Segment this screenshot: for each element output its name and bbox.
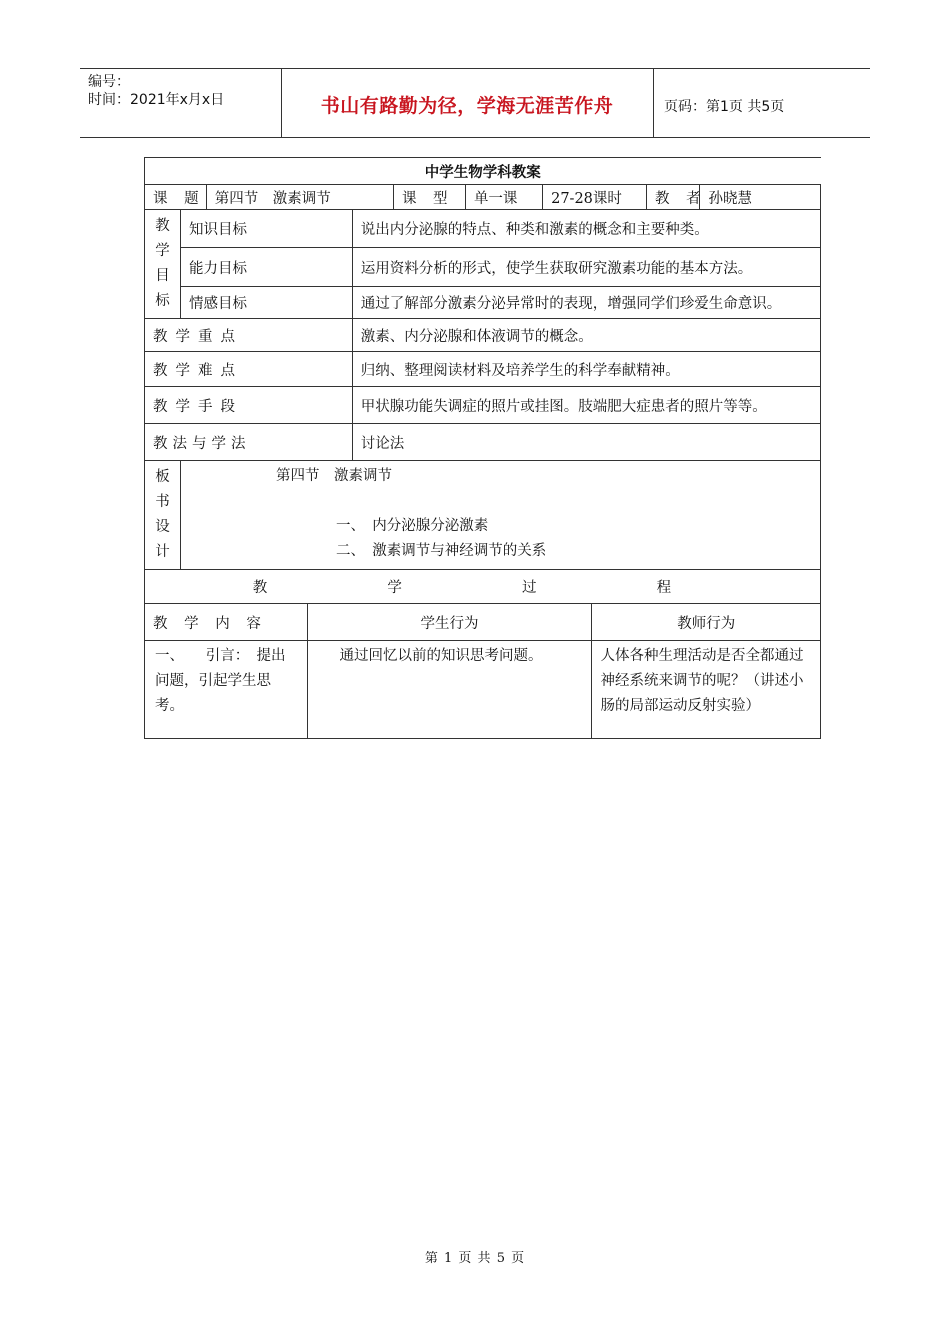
goal-text-knowledge: 说出内分泌腺的特点、种类和激素的概念和主要种类。 (352, 210, 820, 248)
board-row (145, 461, 821, 570)
process-char: 教 (252, 580, 268, 596)
board-content (181, 461, 821, 570)
process-row-1 (145, 641, 821, 739)
goal-text-ability: 运用资料分析的形式，使学生获取研究激素功能的基本方法。 (352, 248, 820, 286)
col-teacher-header: 教师行为 (592, 604, 821, 641)
row1-teacher: 人体各种生理活动是否全都通过神经系统来调节的呢？（讲述小肠的局部运动反射实验） (592, 641, 821, 739)
topic-value: 第四节 激素调节 (206, 185, 393, 210)
key-point-label: 教学重点 (145, 319, 353, 352)
header-divider (653, 69, 654, 137)
board-item-2: 二、 激素调节与神经调节的关系 (336, 543, 547, 559)
process-columns-row (145, 604, 821, 641)
process-char: 过 (521, 580, 537, 596)
goal-label-emotion: 情感目标 (181, 286, 353, 318)
goal-label-knowledge: 知识目标 (181, 210, 353, 248)
header-page-info: 页码：第1页 共5页 (664, 99, 785, 115)
class-hours: 27-28课时 (543, 185, 647, 210)
process-heading-row (145, 570, 821, 604)
key-point-row (145, 319, 821, 352)
number-label: 编号： (88, 74, 130, 90)
board-heading: 第四节 激素调节 (276, 468, 392, 484)
table-title: 中学生物学科教案 (145, 158, 821, 185)
page-header (80, 68, 870, 138)
header-motto: 书山有路勤为径，学海无涯苦作舟 (320, 95, 614, 117)
time-label: 时间：2021年x月x日 (88, 92, 225, 108)
difficulty-text: 归纳、整理阅读材料及培养学生的科学奉献精神。 (352, 352, 820, 387)
lesson-plan-table (144, 157, 821, 739)
process-char: 程 (656, 580, 672, 596)
method-text: 讨论法 (352, 424, 820, 461)
col-content-header: 教 学 内 容 (145, 604, 308, 641)
title-row (145, 158, 821, 185)
method-label: 教法与学法 (145, 424, 353, 461)
means-label: 教学手段 (145, 387, 353, 424)
goal-row (145, 210, 821, 248)
type-label: 课 型 (393, 185, 465, 210)
difficulty-label: 教学难点 (145, 352, 353, 387)
difficulty-row (145, 352, 821, 387)
means-text: 甲状腺功能失调症的照片或挂图。肢端肥大症患者的照片等等。 (352, 387, 820, 424)
goal-label-ability: 能力目标 (181, 248, 353, 286)
header-left (88, 73, 280, 109)
teacher-label: 教 者 (646, 185, 699, 210)
board-item-1: 一、 内分泌腺分泌激素 (336, 518, 489, 534)
method-row (145, 424, 821, 461)
row1-student: 通过回忆以前的知识思考问题。 (307, 641, 592, 739)
goals-label: 教 学 目 标 (145, 210, 181, 319)
teacher-value: 孙晓慧 (700, 185, 821, 210)
board-label: 板 书 设 计 (145, 461, 181, 570)
type-value: 单一课 (465, 185, 542, 210)
goal-text-emotion: 通过了解部分激素分泌异常时的表现，增强同学们珍爱生命意识。 (352, 286, 820, 318)
row1-content: 一、 引言： 提出问题，引起学生思考。 (145, 641, 308, 739)
key-point-text: 激素、内分泌腺和体液调节的概念。 (352, 319, 820, 352)
page-footer: 第 1 页 共 5 页 (424, 1251, 526, 1266)
process-heading (145, 570, 821, 604)
topic-label: 课 题 (145, 185, 207, 210)
means-row (145, 387, 821, 424)
goal-row (145, 286, 821, 318)
col-student-header: 学生行为 (307, 604, 592, 641)
goal-row (145, 248, 821, 286)
meta-row (145, 185, 821, 210)
process-char: 学 (387, 580, 402, 596)
